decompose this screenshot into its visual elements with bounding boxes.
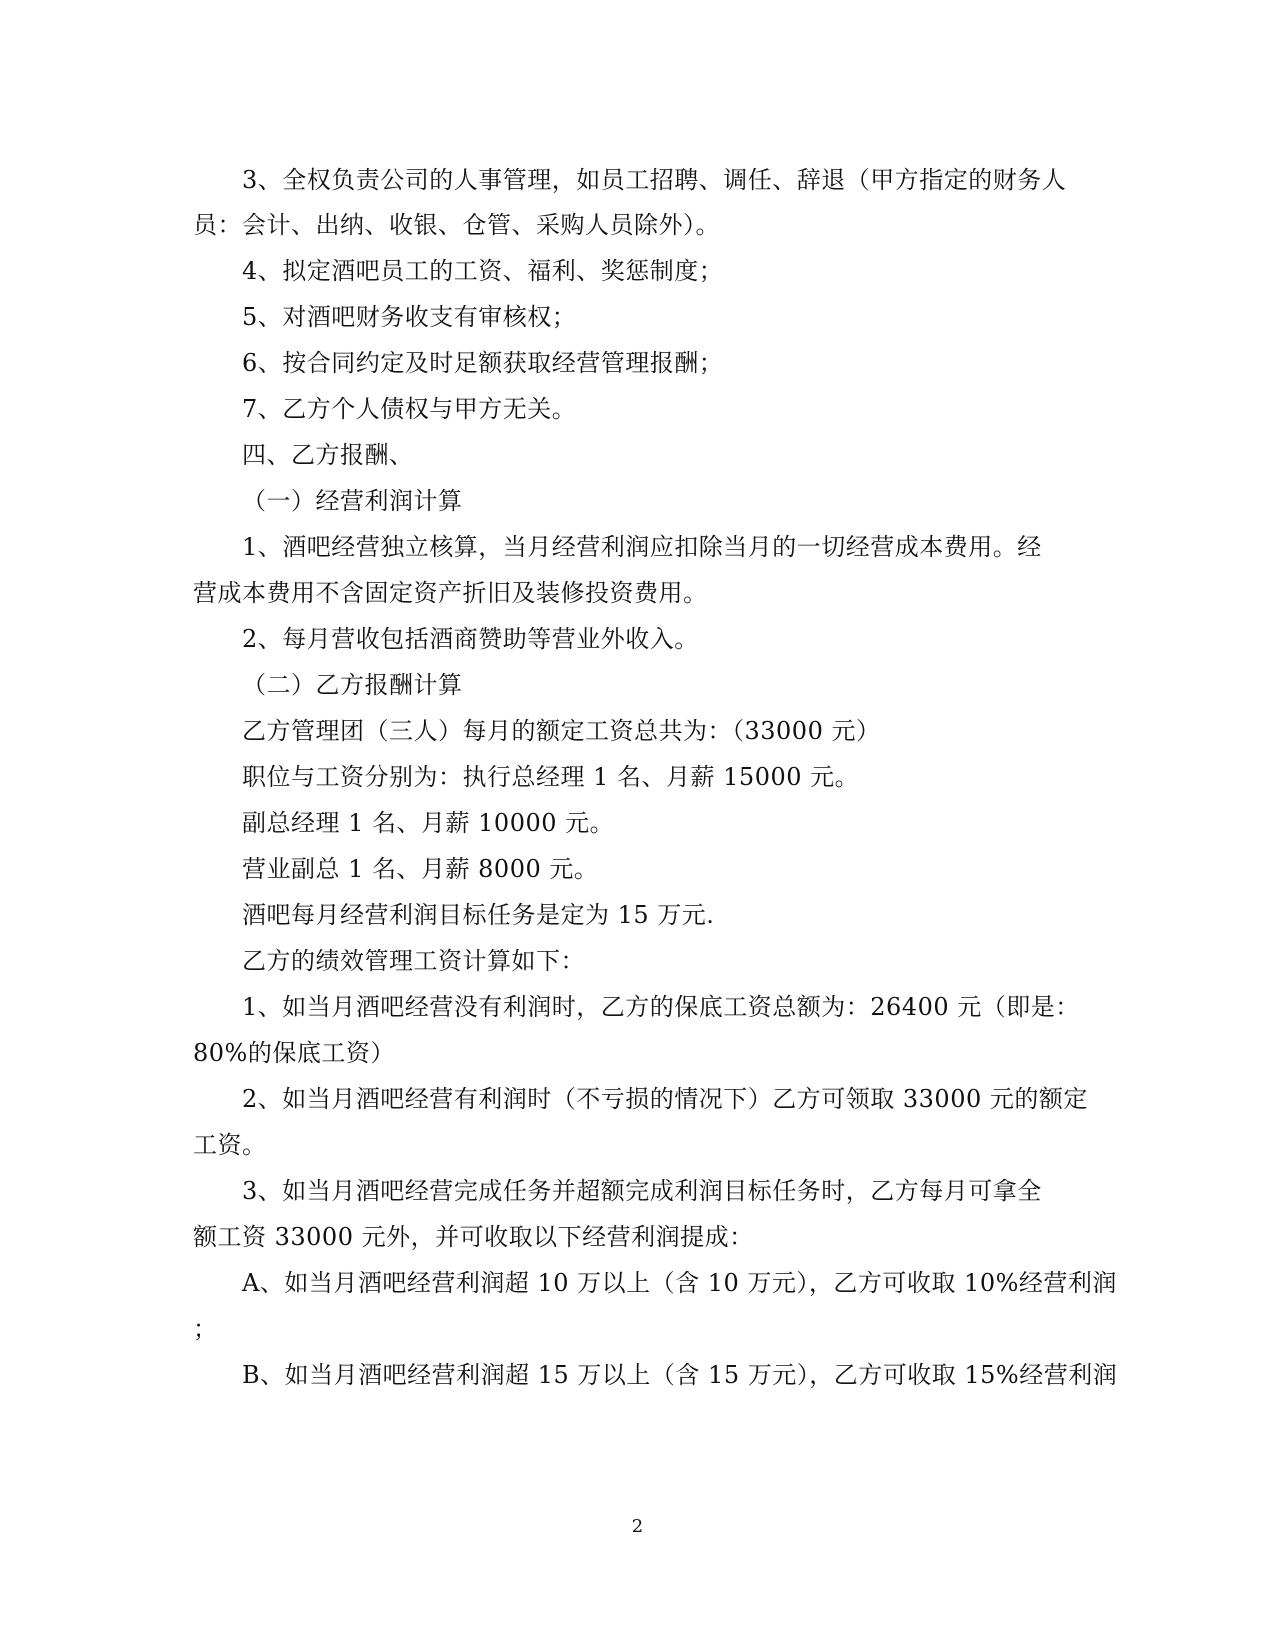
subsection-heading: （一）经营利润计算 [242, 487, 463, 515]
paragraph-line: 3、如当月酒吧经营完成任务并超额完成利润目标任务时，乙方每月可拿全 [242, 1177, 1042, 1205]
paragraph-line: 员：会计、出纳、收银、仓管、采购人员除外）。 [193, 211, 720, 239]
section-heading: 四、乙方报酬、 [242, 441, 414, 469]
paragraph-line: 2、如当月酒吧经营有利润时（不亏损的情况下）乙方可领取 33000 元的额定 [242, 1085, 1088, 1113]
paragraph-line: 酒吧每月经营利润目标任务是定为 15 万元. [242, 901, 715, 929]
paragraph-line: 7、乙方个人债权与甲方无关。 [242, 395, 577, 423]
paragraph-line: 3、全权负责公司的人事管理，如员工招聘、调任、辞退（甲方指定的财务人 [242, 166, 1067, 194]
paragraph-line: 副总经理 1 名、月薪 10000 元。 [242, 809, 615, 837]
paragraph-line: 营成本费用不含固定资产折旧及装修投资费用。 [193, 579, 708, 607]
paragraph-line: 2、每月营收包括酒商赞助等营业外收入。 [242, 625, 699, 653]
paragraph-line: 6、按合同约定及时足额获取经营管理报酬； [242, 349, 724, 377]
paragraph-line: 职位与工资分别为：执行总经理 1 名、月薪 15000 元。 [242, 763, 860, 791]
paragraph-line: 额工资 33000 元外，并可收取以下经营利润提成： [193, 1223, 754, 1251]
paragraph-line: 乙方的绩效管理工资计算如下： [242, 947, 585, 975]
paragraph-line: 营业副总 1 名、月薪 8000 元。 [242, 855, 599, 883]
paragraph-line: 4、拟定酒吧员工的工资、福利、奖惩制度； [242, 257, 724, 285]
paragraph-line: 1、如当月酒吧经营没有利润时，乙方的保底工资总额为：26400 元（即是： [242, 993, 1080, 1021]
paragraph-line: 80%的保底工资） [193, 1039, 395, 1067]
paragraph-line: 5、对酒吧财务收支有审核权； [242, 303, 577, 331]
paragraph-line: 1、酒吧经营独立核算，当月经营利润应扣除当月的一切经营成本费用。经 [242, 533, 1042, 561]
paragraph-line: B、如当月酒吧经营利润超 15 万以上（含 15 万元），乙方可收取 15%经营利润 [242, 1361, 1118, 1389]
paragraph-line: 工资。 [193, 1131, 267, 1159]
paragraph-line: 乙方管理团（三人）每月的额定工资总共为：（33000 元） [242, 717, 881, 745]
page-number: 2 [631, 1516, 644, 1537]
paragraph-line: A、如当月酒吧经营利润超 10 万以上（含 10 万元），乙方可收取 10%经营利润 [242, 1269, 1117, 1297]
paragraph-line: ； [193, 1315, 218, 1343]
subsection-heading: （二）乙方报酬计算 [242, 671, 463, 699]
